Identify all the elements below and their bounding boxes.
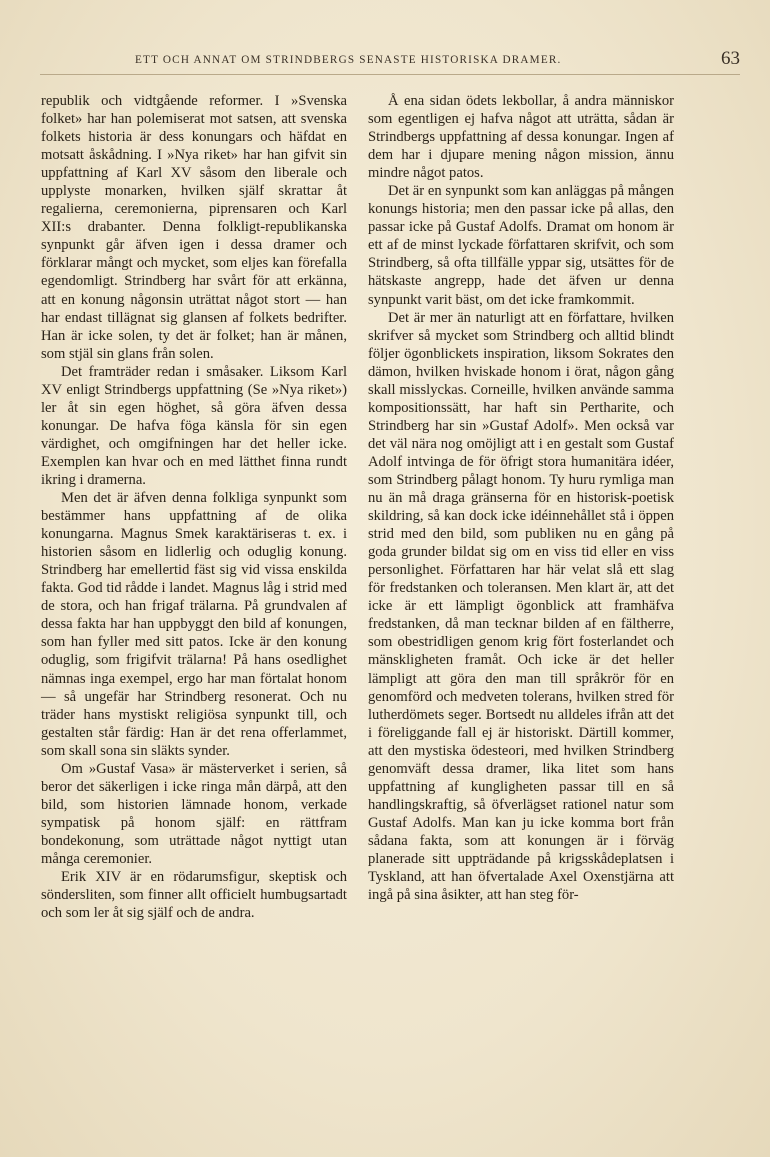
running-header [40, 50, 740, 75]
paragraph: Det framträder redan i småsaker. Liksom Karl XV enligt Strindbergs uppfattning (Se »Nya riket») ler åt sin egen höghet, så göra äfven dessa konungar. De hafva föga känsla för sin egen värdighet, och omgifningen har det heller icke. Exemplen kan hvar och en med lätthet finna rundt ikring i dramerna. [41, 363, 347, 488]
header-title: ETT OCH ANNAT OM STRINDBERGS SENASTE HISTORISKA DRAMER. [135, 54, 562, 66]
paragraph: republik och vidtgående reformer. I »Svenska folket» har han polemiserat mot satsen, att svenska folkets historia är dess konungars och häfdat en motsatt åskådning. I »Nya riket» har han gifvit sin uppfattning af Karl XV såsom den liberale och upplyste monarken, hvilken själf skrattar åt regalierna, ceremonierna, piprensaren och Karl XII:s drabanter. Denna folkligt-republikanska synpunkt går äfven igen i dessa dramer och förklarar mångt och mycket, som eljes kan förefalla egendomligt. Strindberg har svårt för att erkänna, att en konung någonsin uträttat något stort — han har endast tillägnat sig glansen af folkets bedrifter. Han är icke solen, ty det är folket; han är månen, som stjäl sin glans från solen. [41, 93, 347, 362]
paragraph: Men det är äfven denna folkliga synpunkt som bestämmer hans uppfattning af de olika konungarna. Magnus Smek karaktäriseras t. ex. i historien såsom en lidlerlig och oduglig konung. Strindberg har emellertid fäst sig vid vissa enskilda fakta. God tid rådde i landet. Magnus låg i strid med de stora, och han frigaf trälarna. På grundvalen af dessa fakta har han uppbyggt den bild af konungen, som han fyller med sitt patos. Icke är den konung oduglig, som frigifvit trälarna! På hans osedlighet nämnas inga exempel, ergo har man förtalat honom — så ungefär har Strindberg resonerat. Och nu träder hans mystiskt religiösa synpunkt till, och gestalten står färdig: Han är det rena offerlammet, som skall sona sin släkts synder. [41, 490, 347, 759]
right-column [368, 92, 674, 904]
left-column [41, 92, 347, 922]
page-number: 63 [721, 48, 740, 69]
paragraph: Erik XIV är en rödarumsfigur, skeptisk och söndersliten, som finner allt officielt humbugsartadt och som ler åt sig själf och de andra. [41, 869, 347, 922]
paragraph: Det är mer än naturligt att en författare, hvilken skrifver så mycket som Strindberg och alltid blindt följer ögonblickets inspiration, liksom Sokrates den dämon, hvilken hviskade honom i örat, någon gång skall misslyckas. Corneille, hvilken använde samma kompositionssätt, har haft sin Pertharite, och Strindberg har sin »Gustaf Adolf». Men också var det väl nära nog omöjligt att i en gestalt som Gustaf Adolf intvinga de för öfrigt stora humanitära idéer, som Strindberg pålagt honom. Ty huru rymliga man nu än må draga gränserna för en historisk-poetisk skildring, så kan dock icke idéinnehållet stå i öppen strid med den bild, som publiken nu en gång på goda grunder bildat sig om en viss tid eller en viss personlighet. Författaren har här velat slå ett slag för fredstanken och toleransen. Men klart är, att det icke är ett lämpligt ögonblick att framhäfva fredstanken, då man tecknar bilden af en fältherre, som obestridligen genom krig fört fosterlandet och mänskligheten framåt. Och icke är det heller lämpligt att göra den man till språkrör för en genomförd och medveten tolerans, hvilken stred för lutherdömets seger. Bortsedt nu alldeles ifrån att det i föreliggande fall ej är historiskt. Därtill kommer, att den mystiska ödesteori, med hvilken Strindberg genomväft dessa dramer, lika litet som hans uppfattning af kungligheten passar till en så handlingskraftig, så öfverlägset rationel natur som Gustaf Adolfs. Man kan ju icke komma bort från sådana fakta, som att konungen är i förväg planerade sitt uppträdande på krigsskådeplatsen i Tyskland, att han öfvertalade Axel Oxenstjärna att ingå på sina åsikter, att han steg för- [368, 309, 674, 904]
paragraph: Det är en synpunkt som kan anläggas på mången konungs historia; men den passar icke på allas, den passar icke på Gustaf Adolfs. Dramat om honom är ett af de minst lyckade författaren skrifvit, och som Strindberg, så ofta tillfälle yppar sig, utsättes för de hätskaste angrepp, hade det äfven ur denna synpunkt varit bäst, om det icke framkommit. [368, 183, 674, 308]
paragraph: Om »Gustaf Vasa» är mästerverket i serien, så beror det säkerligen i icke ringa mån därpå, att den bild, som historien lämnade honom, verkade sympatisk på honom själf: en rättfram bondekonung, som uträttade något nyttigt utan många ceremonier. [41, 760, 347, 867]
paragraph: Å ena sidan ödets lekbollar, å andra människor som egentligen ej hafva något att uträtta, sådan är Strindbergs uppfattning af dessa konungar. Ingen af dem har i djupare mening någon mission, ännu mindre något patos. [368, 93, 674, 182]
